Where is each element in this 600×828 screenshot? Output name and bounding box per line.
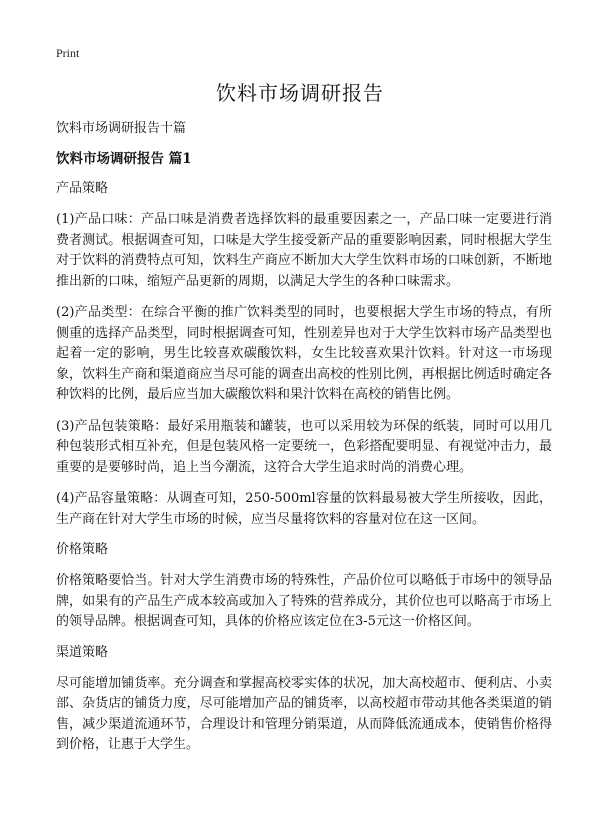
product-capacity-paragraph: (4)产品容量策略：从调查可知，250-500ml容量的饮料最易被大学生所接收，因此，生产商在针对大学生市场的时候，应当尽量将饮料的容量对位在这一区间。 xyxy=(56,491,552,527)
product-strategy-label: 产品策略 xyxy=(56,181,109,196)
channel-strategy-label: 渠道策略 xyxy=(56,644,109,660)
channel-strategy-paragraph: 尽可能增加铺货率。充分调查和掌握高校零实体的状况，加大高校超市、便利店、小卖部、杂货店的铺货力度，尽可能增加产品的铺货率，以高校超市带动其他各类渠道的销售，减少渠道流通环节，合理设计和管理分销渠道，从而降低流通成本，使销售价格得到价格，让惠于大学生。 xyxy=(56,675,552,752)
product-packaging-paragraph: (3)产品包装策略：最好采用瓶装和罐装，也可以采用较为环保的纸装，同时可以用几种包装形式相互补充，但是包装风格一定要统一，色彩搭配要明显、有视觉冲击力，最重要的是要够时尚，追上当今潮流，这符合大学生追求时尚的消费心理。 xyxy=(56,418,552,475)
document-subtitle: 饮料市场调研报告十篇 xyxy=(56,121,187,136)
document-body xyxy=(56,180,552,767)
product-taste-paragraph: (1)产品口味：产品口味是消费者选择饮料的最重要因素之一，产品口味一定要进行消费者测试。根据调查可知，口味是大学生接受新产品的重要影响因素，同时根据大学生对于饮料的消费特点可知，饮料生产商应不断加大大学生饮料市场的口味创新，不断地推出新的口味，缩短产品更新的周期，以满足大学生的各种口味需求。 xyxy=(56,212,552,289)
print-link[interactable]: Print xyxy=(56,46,80,60)
price-strategy-label: 价格策略 xyxy=(56,542,109,557)
section-heading: 饮料市场调研报告 篇1 xyxy=(56,151,192,167)
price-strategy-paragraph: 价格策略要恰当。针对大学生消费市场的特殊性，产品价位可以略低于市场中的领导品牌，如果有的产品生产成本较高或加入了特殊的营养成分，其价位也可以略高于市场上的领导品牌。根据调查可知，具体的价格应该定位在3-5元这一价格区间。 xyxy=(56,573,552,629)
product-type-paragraph: (2)产品类型：在综合平衡的推广饮料类型的同时，也要根据大学生市场的特点，有所侧重的选择产品类型，同时根据调查可知，性别差异也对于大学生饮料市场产品类型也起着一定的影响，男生比较喜欢碳酸饮料，女生比较喜欢果汁饮料。针对这一市场现象，饮料生产商和渠道商应当尽可能的调查出高校的性别比例，再根据比例适时确定各种饮料的比例，最后应当加大碳酸饮料和果汁饮料在高校的销售比例。 xyxy=(56,305,552,402)
document-title: 饮料市场调研报告 xyxy=(216,81,384,105)
